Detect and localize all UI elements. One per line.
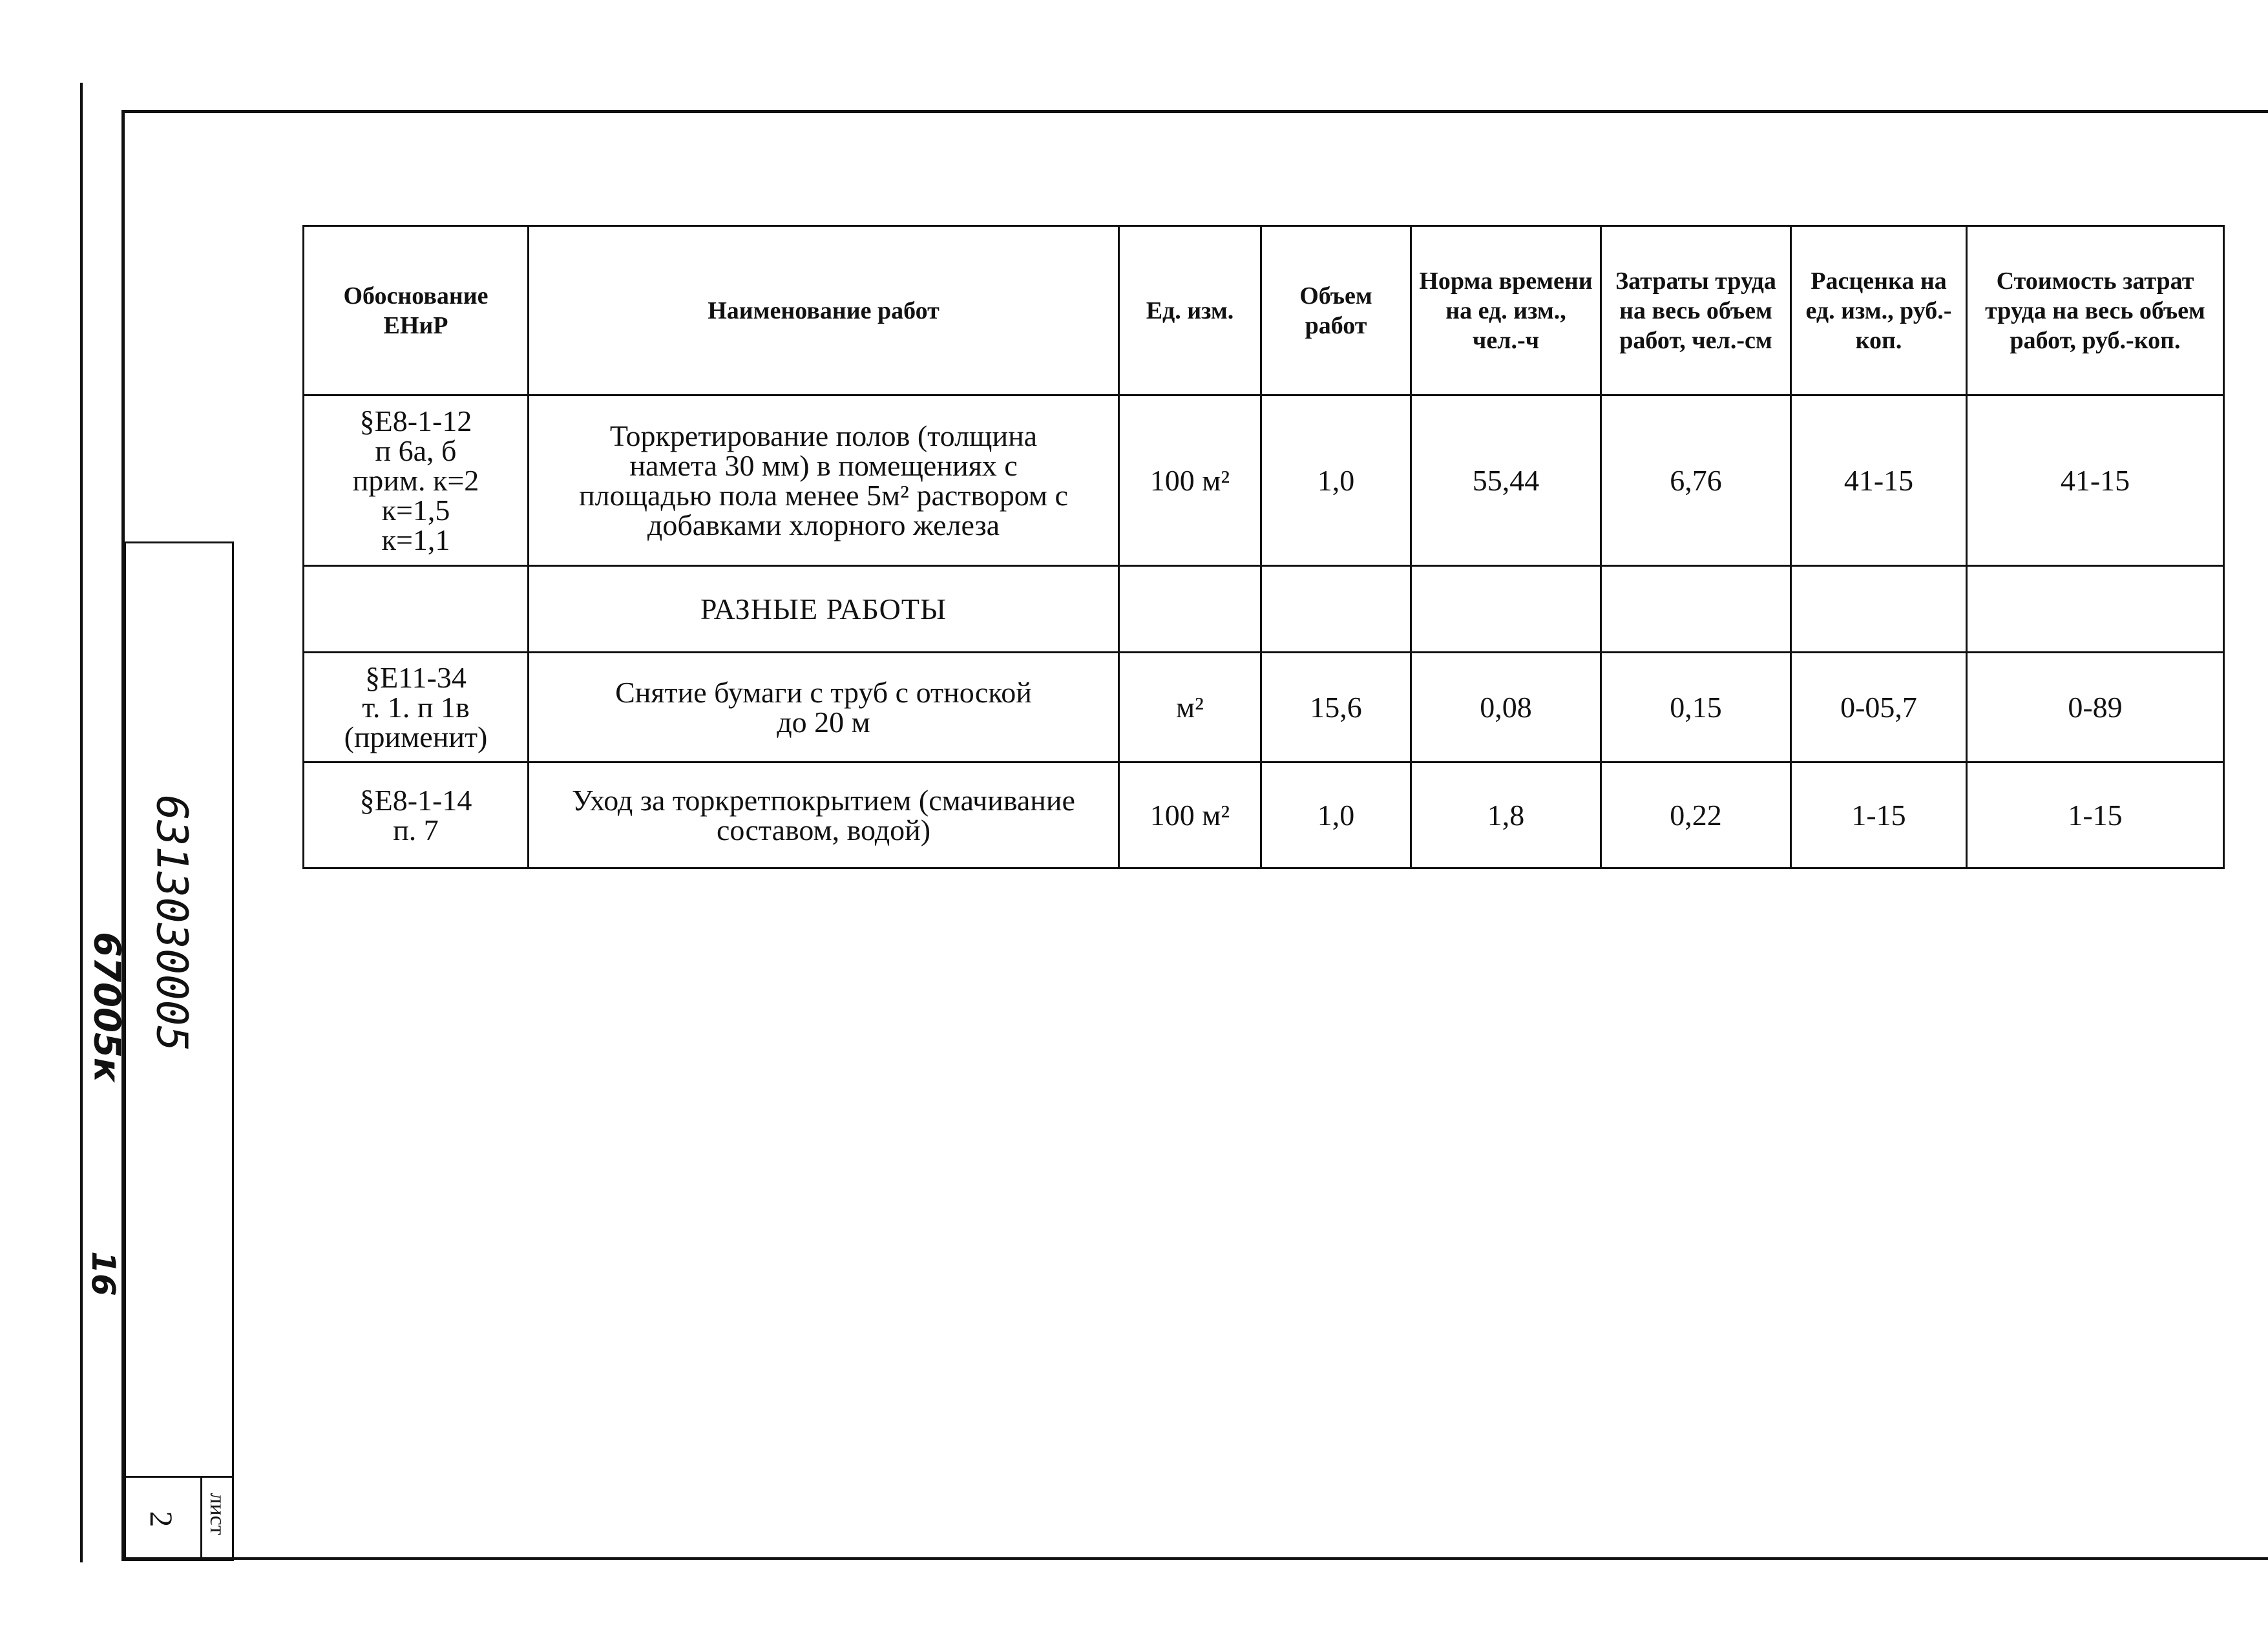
- header-rate: Расценка на ед. изм., руб.-коп.: [1791, 226, 1967, 395]
- frame-top-border: [121, 110, 2268, 113]
- justification-line: §Е8-1-14: [359, 783, 472, 817]
- row-name: [529, 762, 1119, 868]
- justification-line: т. 1. п 1в: [362, 690, 470, 724]
- section-empty-cell: [1411, 566, 1601, 653]
- justification-line: §Е8-1-12: [359, 404, 472, 437]
- name-line: составом, водой): [716, 813, 931, 846]
- section-empty-cell: [1601, 566, 1791, 653]
- name-line: до 20 м: [777, 705, 870, 739]
- name-line: Уход за торкретпокрытием (смачивание: [572, 783, 1075, 817]
- table-row: [304, 653, 2224, 762]
- name-line: намета 30 мм) в помещениях с: [629, 448, 1018, 482]
- header-unit: Ед. изм.: [1119, 226, 1261, 395]
- section-row: [304, 566, 2224, 653]
- row-unit: м²: [1119, 653, 1261, 762]
- row-volume: 1,0: [1261, 762, 1411, 868]
- section-empty-cell: [1967, 566, 2224, 653]
- row-volume: 1,0: [1261, 395, 1411, 566]
- sheet-label: лист: [205, 1493, 229, 1535]
- row-norm: 55,44: [1411, 395, 1601, 566]
- code-suffix: 16: [85, 1251, 122, 1296]
- stamp-separator: [124, 1476, 234, 1478]
- row-labor: 0,22: [1601, 762, 1791, 868]
- row-name: [529, 395, 1119, 566]
- justification-line: п. 7: [393, 813, 439, 846]
- row-unit: 100 м²: [1119, 395, 1261, 566]
- table-row: [304, 762, 2224, 868]
- album-code: 67005к: [85, 932, 128, 1082]
- section-empty-cell: [1261, 566, 1411, 653]
- row-justification: [304, 653, 529, 762]
- header-volume: Объем работ: [1261, 226, 1411, 395]
- table-row: [304, 395, 2224, 566]
- sheet-number: 2: [143, 1511, 180, 1528]
- justification-line: §Е11-34: [365, 660, 467, 694]
- document-number: 6313030005: [147, 794, 197, 1052]
- name-line: Торкретирование полов (толщина: [609, 419, 1038, 452]
- row-cost: 1-15: [1967, 762, 2224, 868]
- justification-line: п 6а, б: [375, 434, 457, 467]
- row-name: [529, 653, 1119, 762]
- row-norm: 1,8: [1411, 762, 1601, 868]
- row-labor: 0,15: [1601, 653, 1791, 762]
- row-rate: 0-05,7: [1791, 653, 1967, 762]
- header-name: Наименование работ: [529, 226, 1119, 395]
- name-line: добавками хлорного железа: [647, 508, 1000, 541]
- row-volume: 15,6: [1261, 653, 1411, 762]
- header-cost: Стоимость затрат труда на весь объем работ, руб.-коп.: [1967, 226, 2224, 395]
- row-cost: 41-15: [1967, 395, 2224, 566]
- justification-line: прим. к=2: [352, 463, 479, 497]
- section-empty-cell: [1119, 566, 1261, 653]
- frame-bottom-border: [121, 1557, 2268, 1560]
- justification-line: к=1,1: [381, 523, 450, 556]
- row-labor: 6,76: [1601, 395, 1791, 566]
- name-line: Снятие бумаги с труб с отноской: [615, 675, 1032, 709]
- row-justification: [304, 395, 529, 566]
- table-header-row: [304, 226, 2224, 395]
- section-title: РАЗНЫЕ РАБОТЫ: [529, 566, 1119, 653]
- binding-line-left: [80, 83, 83, 1562]
- header-labor: Затраты труда на весь объем работ, чел.-см: [1601, 226, 1791, 395]
- name-line: площадью пола менее 5м² раствором с: [579, 478, 1068, 512]
- header-norm: Норма времени на ед. изм., чел.-ч: [1411, 226, 1601, 395]
- justification-line: (применит): [344, 720, 488, 753]
- justification-line: к=1,5: [381, 493, 450, 527]
- row-cost: 0-89: [1967, 653, 2224, 762]
- header-justification: Обоснование ЕНиР: [304, 226, 529, 395]
- row-unit: 100 м²: [1119, 762, 1261, 868]
- section-empty-cell: [304, 566, 529, 653]
- row-rate: 1-15: [1791, 762, 1967, 868]
- stamp-vertical-separator: [200, 1476, 202, 1561]
- section-empty-cell: [1791, 566, 1967, 653]
- row-justification: [304, 762, 529, 868]
- row-rate: 41-15: [1791, 395, 1967, 566]
- row-norm: 0,08: [1411, 653, 1601, 762]
- works-table: [302, 225, 2225, 869]
